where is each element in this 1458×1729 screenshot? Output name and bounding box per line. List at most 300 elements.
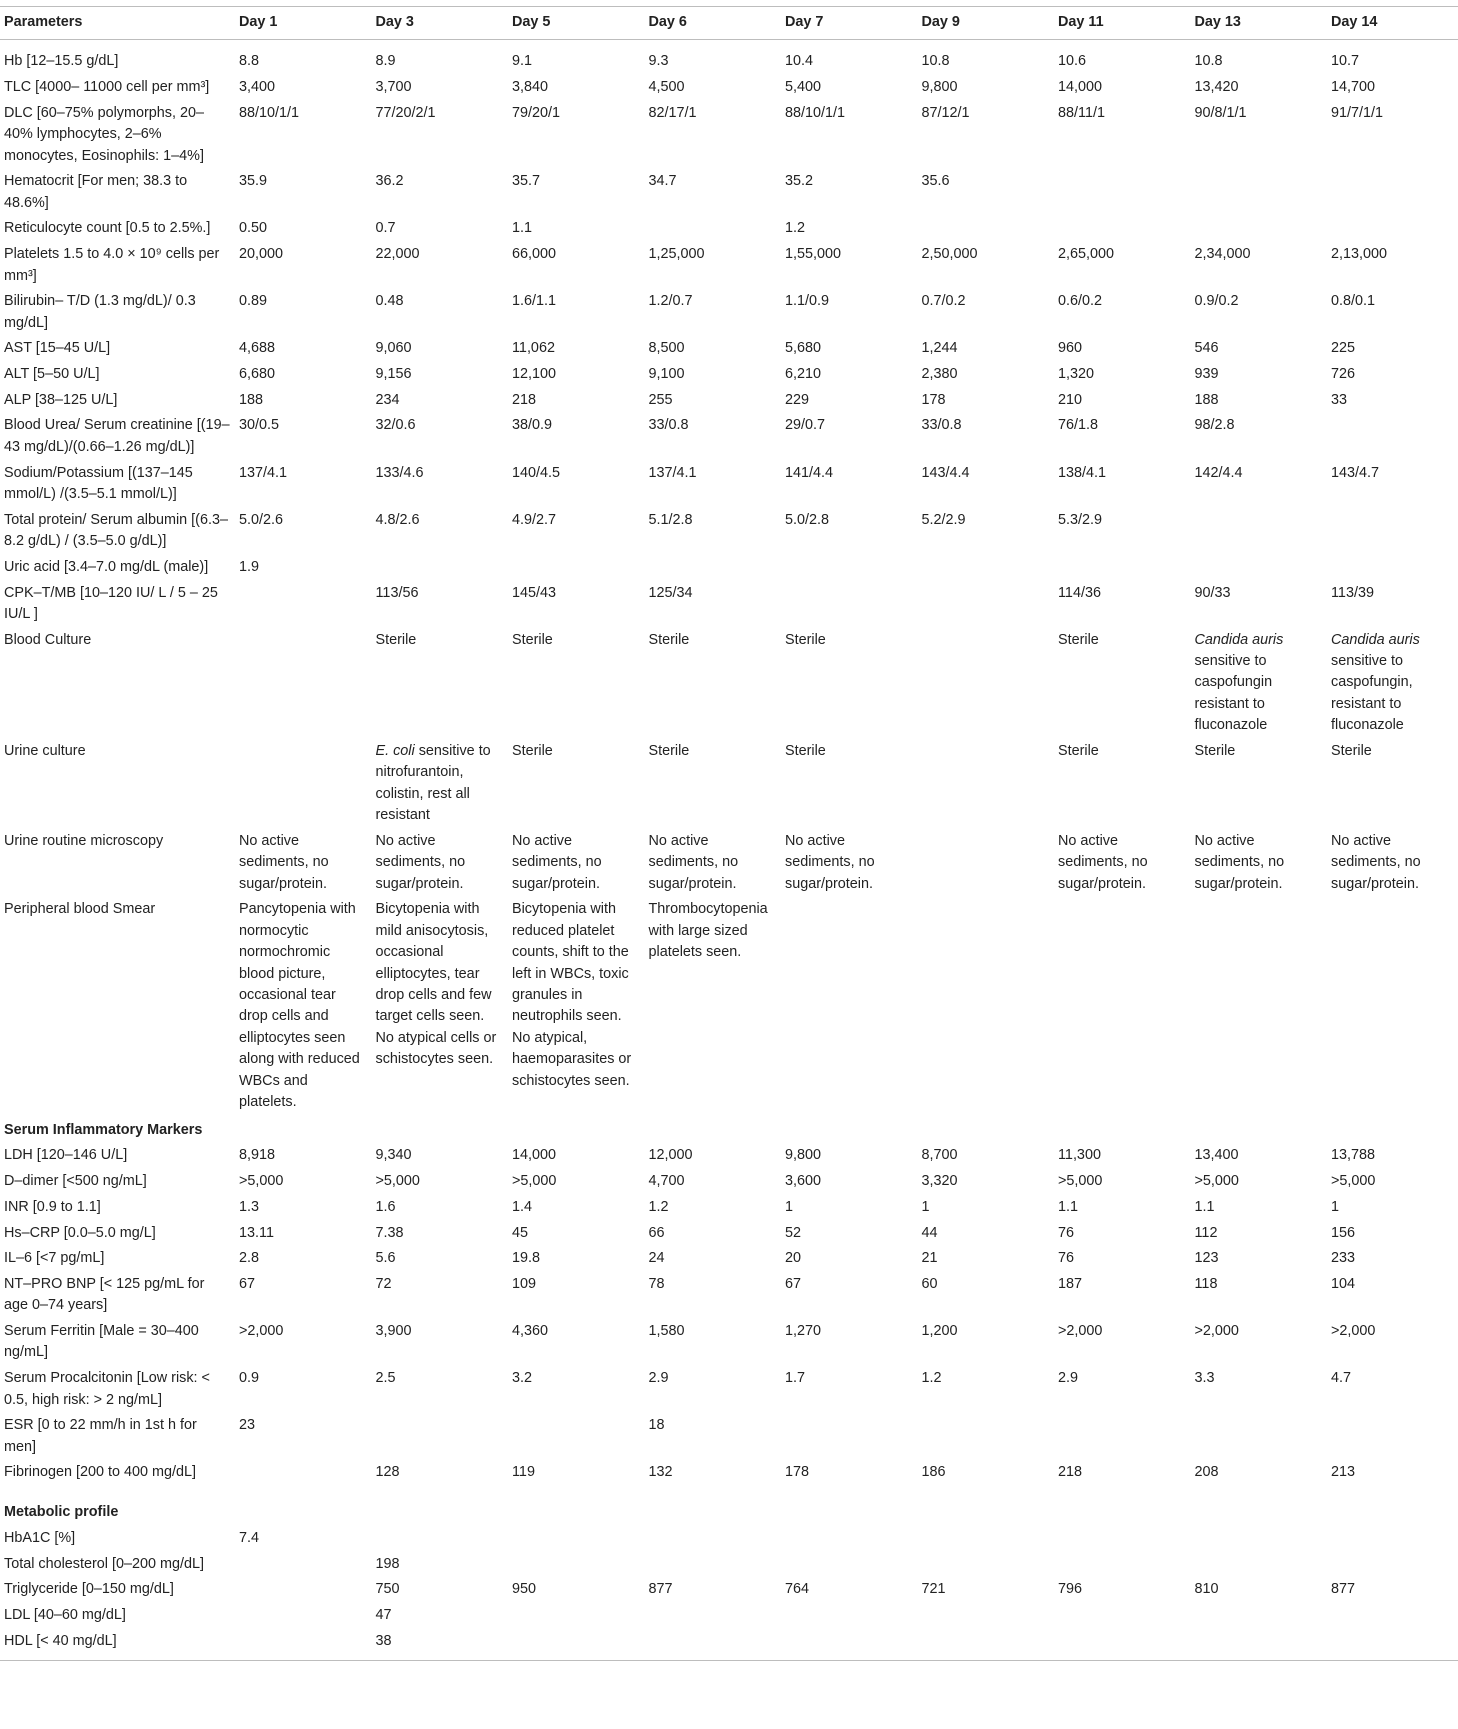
value-cell: 1,580 — [648, 1323, 685, 1340]
value-cell: 18 — [648, 1417, 665, 1434]
value-cell: 0.50 — [239, 220, 268, 237]
value-cell: Candida auris sensitive to caspofungin resistant to fluconazole — [1194, 631, 1284, 734]
value-cell: 198 — [375, 1555, 400, 1572]
value-cell: 112 — [1194, 1224, 1218, 1241]
value-cell — [918, 1554, 1055, 1580]
value-cell: 5,680 — [785, 340, 822, 357]
header-cell: Day 11 — [1054, 7, 1191, 40]
value-cell — [645, 1528, 782, 1554]
value-cell: 2,13,000 — [1331, 246, 1388, 263]
value-cell: 35.7 — [512, 173, 541, 190]
value-cell: 0.48 — [375, 293, 404, 310]
parameter-cell: Bilirubin– T/D (1.3 mg/dL)/ 0.3 mg/dL] — [4, 293, 196, 331]
value-cell: 7.38 — [375, 1224, 404, 1241]
value-cell — [235, 1462, 372, 1488]
table-row — [0, 899, 1458, 1117]
value-cell: 225 — [1331, 340, 1356, 357]
value-cell — [372, 1528, 509, 1554]
parameter-cell: HDL [< 40 mg/dL] — [0, 1631, 235, 1661]
value-cell: Sterile — [512, 742, 553, 759]
value-cell: 90/33 — [1194, 584, 1231, 601]
parameter-cell: Blood Urea/ Serum creatinine [(19–43 mg/dL)/(0.66–1.26 mg/dL)] — [4, 417, 230, 455]
value-cell: 0.9/0.2 — [1194, 293, 1239, 310]
table-row — [0, 1321, 1458, 1368]
value-cell: 877 — [1331, 1581, 1356, 1598]
value-cell: 9,800 — [785, 1147, 822, 1164]
value-cell — [781, 1554, 918, 1580]
table-row — [0, 1462, 1458, 1488]
value-cell: 4,688 — [239, 340, 276, 357]
value-cell: 125/34 — [648, 584, 693, 601]
value-cell: Sterile — [1058, 742, 1099, 759]
value-cell: >5,000 — [375, 1173, 420, 1190]
value-cell: Sterile — [512, 631, 553, 648]
value-cell — [918, 1605, 1055, 1631]
value-cell — [235, 1605, 372, 1631]
value-cell: 118 — [1194, 1275, 1218, 1292]
value-cell: 208 — [1194, 1464, 1219, 1481]
value-cell: 47 — [375, 1606, 392, 1623]
header-cell: Day 5 — [508, 7, 645, 40]
value-cell — [235, 583, 372, 630]
value-cell: 38 — [372, 1631, 509, 1661]
value-cell: 950 — [512, 1581, 537, 1598]
lab-results-table — [0, 6, 1458, 1661]
parameter-cell: IL–6 [<7 pg/mL] — [4, 1250, 105, 1267]
value-cell: 72 — [375, 1275, 392, 1292]
parameter-cell: NT–PRO BNP [< 125 pg/mL for age 0–74 years] — [4, 1275, 205, 1314]
header-cell: Day 14 — [1327, 7, 1458, 40]
value-cell — [1054, 171, 1191, 218]
value-cell: 137/4.1 — [648, 464, 697, 481]
value-cell: 66 — [648, 1224, 665, 1241]
value-cell: 178 — [785, 1464, 810, 1481]
section-header-row — [0, 1118, 1458, 1146]
table-row — [0, 364, 1458, 390]
value-cell: No active sediments, no sugar/protein. — [512, 832, 602, 892]
value-cell: 91/7/1/1 — [1331, 104, 1384, 121]
value-cell: 8.9 — [375, 53, 396, 70]
value-cell: 10.8 — [1194, 53, 1223, 70]
value-cell: 0.89 — [239, 293, 268, 310]
value-cell: 3.2 — [512, 1370, 533, 1387]
value-cell: 35.6 — [921, 173, 950, 190]
value-cell — [235, 1579, 372, 1605]
parameter-cell: Uric acid [3.4–7.0 mg/dL (male)] — [4, 558, 209, 575]
value-cell — [918, 1415, 1055, 1462]
table-row — [0, 40, 1458, 77]
value-cell: 4,360 — [512, 1323, 549, 1340]
value-cell: 78 — [648, 1275, 665, 1292]
value-cell: 1.3 — [239, 1198, 260, 1215]
header-cell: Day 6 — [645, 7, 782, 40]
value-cell: >2,000 — [1194, 1323, 1239, 1340]
table-body — [0, 40, 1458, 1661]
value-cell: 5.1/2.8 — [648, 511, 693, 528]
value-cell: 2.5 — [375, 1370, 396, 1387]
value-cell: No active sediments, no sugar/protein. — [375, 832, 466, 892]
value-cell: 233 — [1331, 1250, 1356, 1267]
value-cell: 12,100 — [512, 366, 557, 383]
value-cell: 132 — [648, 1464, 673, 1481]
value-cell — [235, 741, 372, 831]
value-cell: >2,000 — [1331, 1323, 1376, 1340]
value-cell: >5,000 — [1194, 1173, 1239, 1190]
value-cell — [372, 557, 509, 583]
parameter-cell: INR [0.9 to 1.1] — [4, 1198, 101, 1215]
value-cell: 2,65,000 — [1058, 246, 1115, 263]
value-cell: 2.9 — [648, 1370, 669, 1387]
value-cell: 35.2 — [785, 173, 814, 190]
value-cell: 764 — [785, 1581, 810, 1598]
value-cell: 38/0.9 — [512, 417, 553, 434]
value-cell — [645, 1554, 782, 1580]
value-cell — [1191, 1631, 1328, 1661]
value-cell: >2,000 — [239, 1323, 284, 1340]
parameter-cell: Hb [12–15.5 g/dL] — [4, 53, 119, 70]
value-cell: 234 — [375, 391, 400, 408]
value-cell: 79/20/1 — [512, 104, 561, 121]
value-cell: Sterile — [1058, 631, 1099, 648]
value-cell — [1327, 415, 1458, 462]
value-cell: 1,244 — [921, 340, 958, 357]
value-cell: Sterile — [1194, 742, 1236, 759]
value-cell: 98/2.8 — [1194, 417, 1235, 434]
value-cell: 66,000 — [512, 246, 557, 263]
value-cell: 123 — [1194, 1250, 1219, 1267]
value-cell — [1054, 1554, 1191, 1580]
value-cell: 29/0.7 — [785, 417, 826, 434]
value-cell: 178 — [921, 391, 946, 408]
section-title: Serum Inflammatory Markers — [4, 1121, 203, 1138]
value-cell: 22,000 — [375, 246, 420, 263]
value-cell: 1.1 — [1058, 1198, 1079, 1215]
value-cell — [1054, 899, 1191, 1117]
value-cell: 1.6/1.1 — [512, 293, 557, 310]
value-cell: 4.7 — [1331, 1370, 1352, 1387]
value-cell: 7.4 — [239, 1529, 260, 1546]
table-row — [0, 557, 1458, 583]
value-cell: Sterile — [785, 631, 826, 648]
value-cell — [1054, 1415, 1191, 1462]
value-cell — [1191, 510, 1328, 557]
value-cell: 0.8/0.1 — [1331, 293, 1376, 310]
value-cell: 67 — [239, 1275, 256, 1292]
header-cell: Day 3 — [372, 7, 509, 40]
value-cell — [1327, 510, 1458, 557]
value-cell: 14,000 — [1058, 79, 1103, 96]
table-row — [0, 1554, 1458, 1580]
value-cell: 2,50,000 — [921, 246, 978, 263]
table-row — [0, 1171, 1458, 1197]
value-cell: 188 — [1194, 391, 1219, 408]
value-cell: 13,400 — [1194, 1147, 1239, 1164]
value-cell — [918, 218, 1055, 244]
value-cell — [1327, 1528, 1458, 1554]
value-cell: 20 — [785, 1250, 802, 1267]
value-cell: 128 — [375, 1464, 400, 1481]
value-cell: 6,210 — [785, 366, 822, 383]
value-cell — [918, 831, 1055, 900]
value-cell: 44 — [921, 1224, 938, 1241]
header-row — [0, 7, 1458, 40]
value-cell: 9,100 — [648, 366, 685, 383]
value-cell: 1,55,000 — [785, 246, 842, 263]
value-cell: >5,000 — [1331, 1173, 1376, 1190]
value-cell — [1054, 218, 1191, 244]
value-cell: 10.6 — [1058, 53, 1087, 70]
table-row — [0, 741, 1458, 831]
value-cell: 0.7/0.2 — [921, 293, 966, 310]
value-cell: 1,200 — [921, 1323, 958, 1340]
value-cell: 796 — [1058, 1581, 1083, 1598]
value-cell: 76/1.8 — [1058, 417, 1099, 434]
table-row — [0, 1197, 1458, 1223]
value-cell: 1 — [921, 1198, 930, 1215]
table-row — [0, 103, 1458, 172]
value-cell: 87/12/1 — [921, 104, 970, 121]
value-cell: 82/17/1 — [648, 104, 697, 121]
value-cell: 1.4 — [512, 1198, 533, 1215]
table-row — [0, 1145, 1458, 1171]
value-cell — [1191, 557, 1328, 583]
value-cell: >5,000 — [239, 1173, 284, 1190]
value-cell: 9,156 — [375, 366, 412, 383]
value-cell: 721 — [921, 1581, 946, 1598]
value-cell — [1191, 171, 1328, 218]
parameter-cell: Urine routine microscopy — [4, 832, 164, 849]
value-cell: 5.2/2.9 — [921, 511, 966, 528]
parameter-cell: Hematocrit [For men; 38.3 to 48.6%] — [4, 173, 188, 211]
value-cell: Thrombocytopenia with large sized platelets seen. — [648, 901, 768, 961]
value-cell — [372, 1415, 509, 1462]
value-cell: 810 — [1194, 1581, 1219, 1598]
value-cell: 1.2/0.7 — [648, 293, 693, 310]
value-cell: 11,300 — [1058, 1147, 1101, 1164]
value-cell — [918, 741, 1055, 831]
value-cell: 34.7 — [648, 173, 677, 190]
value-cell: 67 — [785, 1275, 802, 1292]
value-cell: 9.3 — [648, 53, 669, 70]
value-cell: >5,000 — [512, 1173, 557, 1190]
value-cell: 10.8 — [921, 53, 950, 70]
value-cell: 3,400 — [239, 79, 276, 96]
table-row — [0, 77, 1458, 103]
value-cell: 4,700 — [648, 1173, 685, 1190]
header-cell: Parameters — [0, 7, 235, 40]
value-cell: 2.8 — [239, 1250, 260, 1267]
value-cell — [781, 1605, 918, 1631]
value-cell: 1.1 — [1194, 1198, 1215, 1215]
value-cell: 877 — [648, 1581, 673, 1598]
value-cell — [918, 583, 1055, 630]
value-cell: 143/4.7 — [1331, 464, 1380, 481]
value-cell: 8,700 — [921, 1147, 958, 1164]
table-row — [0, 338, 1458, 364]
value-cell: 939 — [1194, 366, 1219, 383]
value-cell — [781, 557, 918, 583]
value-cell: 4,500 — [648, 79, 685, 96]
value-cell — [645, 1631, 782, 1661]
value-cell: 142/4.4 — [1194, 464, 1243, 481]
value-cell: 3,840 — [512, 79, 549, 96]
value-cell — [918, 1528, 1055, 1554]
parameter-cell: CPK–T/MB [10–120 IU/ L / 5 – 25 IU/L ] — [4, 584, 218, 622]
value-cell: Sterile — [1331, 742, 1372, 759]
value-cell: 4.9/2.7 — [512, 511, 557, 528]
value-cell: No active sediments, no sugar/protein. — [1331, 832, 1421, 892]
value-cell: 0.6/0.2 — [1058, 293, 1103, 310]
value-cell: 88/10/1/1 — [239, 104, 300, 121]
value-cell: 141/4.4 — [785, 464, 834, 481]
value-cell: Bicytopenia with mild anisocytosis, occasional elliptocytes, tear drop cells and few target cells seen. No atypical cells or schistocytes seen. — [375, 901, 497, 1068]
value-cell — [508, 1415, 645, 1462]
value-cell: 546 — [1194, 340, 1219, 357]
parameter-cell: AST [15–45 U/L] — [4, 340, 111, 357]
table-row — [0, 1274, 1458, 1321]
value-cell — [1327, 218, 1458, 244]
value-cell — [1327, 1415, 1458, 1462]
table-row — [0, 1631, 1458, 1661]
value-cell — [781, 583, 918, 630]
value-cell — [1191, 1528, 1328, 1554]
parameter-cell: Hs–CRP [0.0–5.0 mg/L] — [4, 1224, 156, 1241]
value-cell: 19.8 — [512, 1250, 541, 1267]
value-cell: 5.0/2.6 — [239, 511, 284, 528]
value-cell: 1.2 — [921, 1370, 942, 1387]
value-cell: 726 — [1331, 366, 1356, 383]
value-cell: 30/0.5 — [239, 417, 280, 434]
value-cell: 20,000 — [239, 246, 284, 263]
value-cell: 255 — [648, 391, 673, 408]
value-cell: No active sediments, no sugar/protein. — [785, 832, 875, 892]
value-cell: 186 — [921, 1464, 946, 1481]
parameter-cell: ESR [0 to 22 mm/h in 1st h for men] — [4, 1417, 197, 1455]
value-cell: 1 — [1331, 1198, 1340, 1215]
parameter-cell: Reticulocyte count [0.5 to 2.5%.] — [4, 220, 211, 237]
value-cell: 114/36 — [1058, 584, 1101, 601]
value-cell: 4.8/2.6 — [375, 511, 420, 528]
value-cell: 156 — [1331, 1224, 1356, 1241]
value-cell: Bicytopenia with reduced platelet counts, shift to the left in WBCs, toxic granules in neutrophils seen. No atypical, haemoparasites or schistocytes seen. — [512, 901, 632, 1089]
value-cell — [1054, 1631, 1191, 1661]
table-row — [0, 1223, 1458, 1249]
value-cell: 3,320 — [921, 1173, 958, 1190]
value-cell: 137/4.1 — [239, 464, 288, 481]
value-cell: No active sediments, no sugar/protein. — [1194, 832, 1285, 892]
value-cell: 1.9 — [239, 558, 260, 575]
value-cell: 1.7 — [785, 1370, 806, 1387]
value-cell: 11,062 — [512, 340, 555, 357]
value-cell — [1054, 1528, 1191, 1554]
value-cell: 140/4.5 — [512, 464, 561, 481]
value-cell: >5,000 — [1058, 1173, 1103, 1190]
value-cell: Sterile — [785, 742, 826, 759]
value-cell: 10.4 — [785, 53, 814, 70]
parameter-cell: ALP [38–125 U/L] — [4, 391, 118, 408]
value-cell: 3,600 — [785, 1173, 822, 1190]
value-cell: 23 — [239, 1417, 256, 1434]
table-row — [0, 1528, 1458, 1554]
parameter-cell: Platelets 1.5 to 4.0 × 10⁹ cells per mm³] — [4, 246, 220, 284]
value-cell: 6,680 — [239, 366, 276, 383]
table-row — [0, 1368, 1458, 1415]
value-cell: 13,420 — [1194, 79, 1239, 96]
value-cell — [1327, 1605, 1458, 1631]
section-title: Metabolic profile — [4, 1504, 119, 1521]
value-cell: 33/0.8 — [648, 417, 689, 434]
value-cell: 5.3/2.9 — [1058, 511, 1103, 528]
parameter-cell: HbA1C [%] — [4, 1529, 76, 1546]
value-cell: 5,400 — [785, 79, 822, 96]
parameter-cell: LDL [40–60 mg/dL] — [4, 1606, 126, 1623]
value-cell: 0.9 — [239, 1370, 260, 1387]
value-cell: 5.6 — [375, 1250, 396, 1267]
value-cell: 113/56 — [375, 584, 419, 601]
value-cell: 76 — [1058, 1224, 1075, 1241]
value-cell: 9,060 — [375, 340, 412, 357]
value-cell — [645, 1605, 782, 1631]
value-cell: 14,700 — [1331, 79, 1376, 96]
value-cell: 138/4.1 — [1058, 464, 1107, 481]
value-cell — [508, 557, 645, 583]
value-cell: 3,700 — [375, 79, 412, 96]
value-cell: 33/0.8 — [921, 417, 962, 434]
value-cell: E. coli sensitive to nitrofurantoin, colistin, rest all resistant — [375, 742, 491, 824]
parameter-cell: LDH [120–146 U/L] — [4, 1147, 128, 1164]
header-cell: Day 13 — [1191, 7, 1328, 40]
value-cell: >2,000 — [1058, 1323, 1103, 1340]
value-cell — [781, 899, 918, 1117]
value-cell: 143/4.4 — [921, 464, 970, 481]
value-cell: 9,800 — [921, 79, 958, 96]
value-cell: 0.7 — [375, 220, 396, 237]
value-cell — [1054, 557, 1191, 583]
value-cell — [1191, 218, 1328, 244]
value-cell: 32/0.6 — [375, 417, 416, 434]
value-cell: 10.7 — [1331, 53, 1360, 70]
value-cell: 1.2 — [648, 1198, 669, 1215]
value-cell: 36.2 — [375, 173, 404, 190]
value-cell: 24 — [648, 1250, 665, 1267]
value-cell: 60 — [921, 1275, 938, 1292]
value-cell — [508, 1631, 645, 1661]
value-cell: 113/39 — [1331, 584, 1374, 601]
parameter-cell: DLC [60–75% polymorphs, 20–40% lymphocytes, 2–6% monocytes, Eosinophils: 1–4%] — [4, 104, 204, 164]
value-cell: 9,340 — [375, 1147, 412, 1164]
table-row — [0, 415, 1458, 462]
value-cell: 218 — [512, 391, 537, 408]
value-cell: 12,000 — [648, 1147, 693, 1164]
header-cell: Day 1 — [235, 7, 372, 40]
value-cell: 2,380 — [921, 366, 958, 383]
value-cell — [1327, 1554, 1458, 1580]
value-cell: 76 — [1058, 1250, 1075, 1267]
value-cell: 14,000 — [512, 1147, 557, 1164]
value-cell — [235, 1631, 372, 1661]
section-header-row — [0, 1488, 1458, 1528]
value-cell: 33 — [1331, 391, 1348, 408]
table-row — [0, 171, 1458, 218]
value-cell — [645, 557, 782, 583]
value-cell: 133/4.6 — [375, 464, 424, 481]
value-cell: 8,918 — [239, 1147, 276, 1164]
value-cell: 104 — [1331, 1275, 1356, 1292]
value-cell — [918, 899, 1055, 1117]
value-cell: 3.3 — [1194, 1370, 1215, 1387]
parameter-cell: Total cholesterol [0–200 mg/dL] — [4, 1555, 204, 1572]
header-cell: Day 9 — [918, 7, 1055, 40]
